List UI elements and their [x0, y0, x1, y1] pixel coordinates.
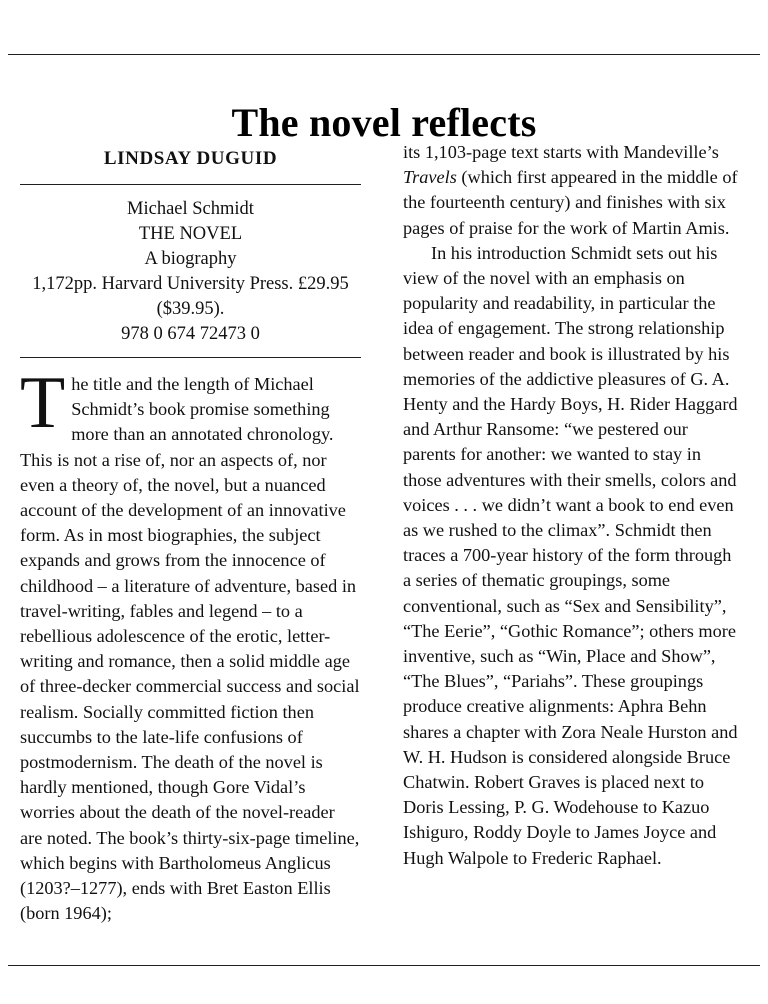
book-author: Michael Schmidt [127, 199, 254, 219]
right-paragraph-1 [403, 140, 744, 241]
bottom-divider [8, 965, 760, 966]
book-price-alt: ($39.95). [156, 299, 225, 319]
right-paragraph-1-post: (which first appeared in the middle of the fourteenth century) and finishes with six pages of praise for the work of Martin Amis. [403, 167, 738, 238]
top-divider [8, 54, 760, 55]
right-paragraph-2: In his introduction Schmidt sets out his view of the novel with an emphasis on popularity and readability, in particular the idea of engagement. The strong relationship between reader and book is illustrated by his memories of the addictive pleasures of G. A. Henty and the Hardy Boys, H. Rider Haggard and Arthur Ransome: “we pestered our parents for another: we wanted to stay in those adventures with their smells, colors and voices . . . we didn’t want a book to end even as we rushed to the climax”. Schmidt then traces a 700-year history of the form through a series of thematic groupings, some conventional, such as “Sex and Sensibility”, “The Eerie”, “Gothic Romance”; others more inventive, such as “Win, Place and Show”, “The Blues”, “Pariahs”. These groupings produce creative alignments: Aphra Behn shares a chapter with Zora Neale Hurston and W. H. Hudson is considered alongside Bruce Chatwin. Robert Graves is placed next to Doris Lessing, P. G. Wodehouse to Kazuo Ishiguro, Roddy Doyle to James Joyce and Hugh Walpole to Frederic Raphael. [403, 242, 738, 868]
right-paragraph-1-pre: its 1,103-page text starts with Mandeville’s [403, 142, 719, 162]
book-isbn: 978 0 674 72473 0 [121, 324, 260, 344]
book-title-italic: Travels [403, 167, 457, 188]
book-info [20, 197, 361, 347]
left-column [20, 140, 361, 954]
left-paragraph-1-text: he title and the length of Michael Schmidt’s book promise something more than an annotated chronology. This is not a rise of, nor an aspects of, nor even a theory of, the novel, but a nuanced account of the development of an innovative form. As in most biographies, the subject expands and grows from the innocence of childhood – a literature of adventure, based in travel-writing, fables and legend – to a rebellious adolescence of the erotic, letter-writing and romance, then a solid middle age of three-decker commercial success and social realism. Socially committed fiction then succumbs to the late-life confusions of postmodernism. The death of the novel is hardly mentioned, though Gore Vidal’s worries about the death of the novel-reader are noted. The book’s thirty-six-page timeline, which begins with Bartholomeus Anglicus (1203?–1277), ends with Bret Easton Ellis (born 1964); [20, 374, 360, 924]
drop-cap: T [20, 362, 66, 444]
article-columns [20, 140, 748, 954]
book-title: THE NOVEL [138, 224, 243, 244]
right-column [403, 140, 744, 954]
byline: LINDSAY DUGUID [103, 148, 278, 169]
book-subtitle: A biography [144, 249, 237, 269]
byline-divider [20, 184, 361, 185]
book-publication: 1,172pp. Harvard University Press. £29.95 [32, 274, 349, 294]
page-title: The novel reflects [231, 99, 537, 145]
left-paragraph-1 [20, 362, 361, 926]
book-info-divider [20, 357, 361, 358]
